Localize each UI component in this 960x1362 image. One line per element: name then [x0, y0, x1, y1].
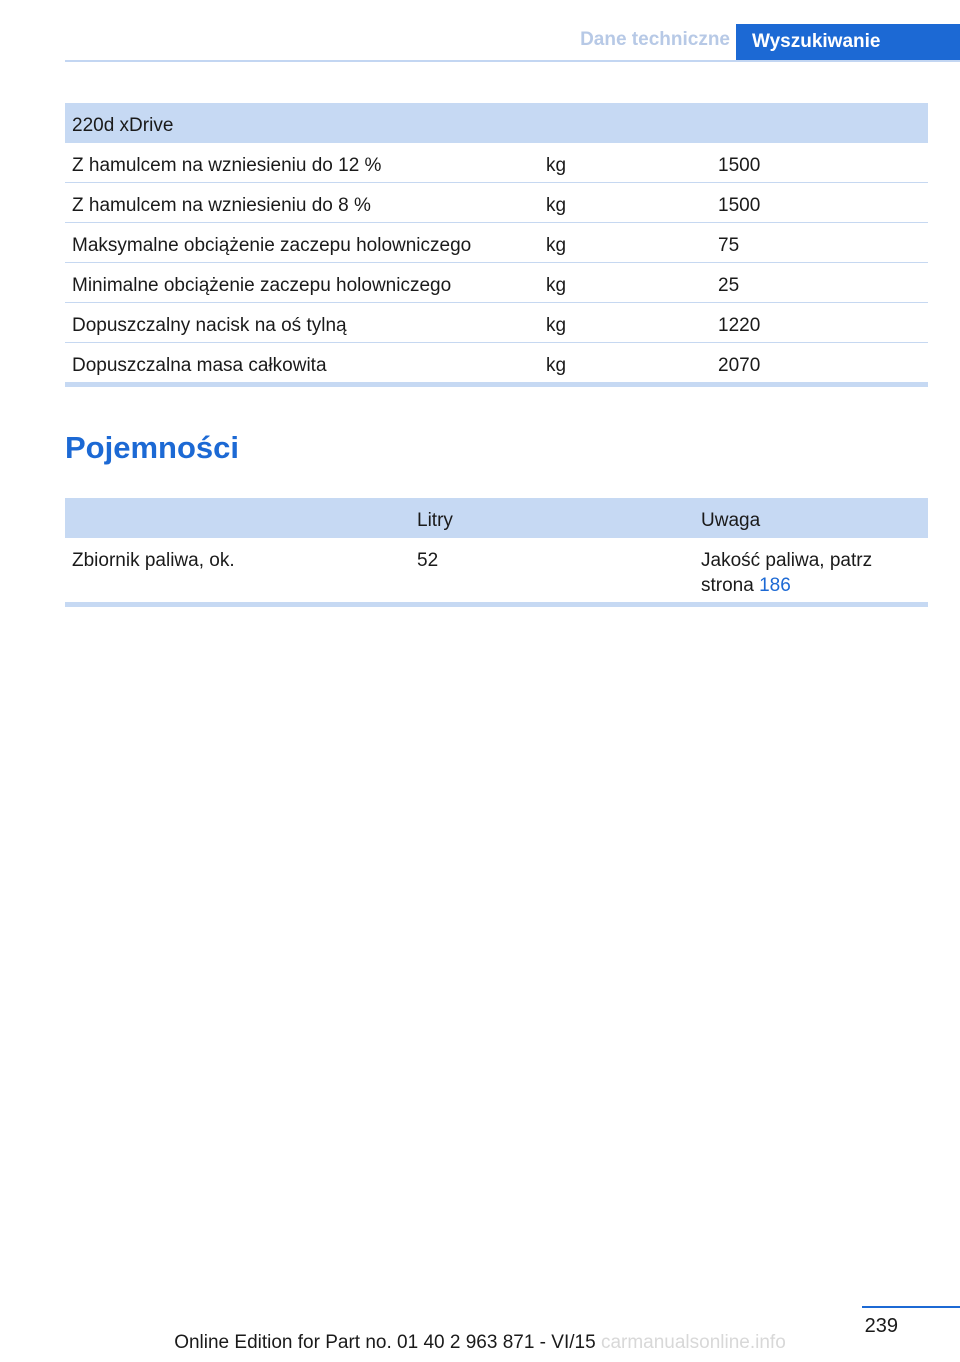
- note-text-line1: Jakość paliwa, patrz: [701, 550, 873, 571]
- table-row: [65, 223, 928, 263]
- header-divider: [65, 60, 960, 62]
- page-number-rule: [862, 1306, 960, 1308]
- table-header-row: [65, 498, 928, 538]
- row-value: 52: [417, 550, 439, 571]
- row-value: 25: [718, 275, 740, 296]
- table-end-rule: [65, 382, 928, 387]
- column-header-liters: Litry: [417, 510, 453, 531]
- row-label: Maksymalne obciążenie zaczepu holowniczego: [72, 235, 472, 256]
- table-row: [65, 143, 928, 183]
- row-unit: kg: [546, 275, 567, 296]
- row-value: 1220: [718, 315, 761, 336]
- row-unit: kg: [546, 355, 567, 376]
- capacities-table: [65, 498, 928, 607]
- note-text-line2: strona: [701, 575, 754, 596]
- section-title: Pojemności: [65, 430, 239, 465]
- table-title: 220d xDrive: [72, 115, 174, 136]
- row-unit: kg: [546, 235, 567, 256]
- row-value: 1500: [718, 155, 761, 176]
- row-label: Minimalne obciążenie zaczepu holowniczego: [72, 275, 452, 296]
- table-end-rule: [65, 602, 928, 607]
- table-row: [65, 303, 928, 343]
- row-label: Z hamulcem na wzniesieniu do 12 %: [72, 155, 382, 176]
- row-value: 75: [718, 235, 740, 256]
- footer-edition-text: [0, 1332, 960, 1354]
- row-unit: kg: [546, 195, 567, 216]
- row-label: Zbiornik paliwa, ok.: [72, 550, 235, 571]
- row-unit: kg: [546, 315, 567, 336]
- table-row: [65, 263, 928, 303]
- watermark-text: carmanualsonline.info: [600, 1332, 786, 1353]
- table-row: [65, 538, 928, 602]
- row-value: 1500: [718, 195, 761, 216]
- edition-text: Online Edition for Part no. 01 40 2 963 871 - VI/15: [174, 1332, 596, 1353]
- row-value: 2070: [718, 355, 761, 376]
- table-header-row: [65, 103, 928, 143]
- page-number: 239: [864, 1315, 898, 1337]
- row-unit: kg: [546, 155, 567, 176]
- table-row: [65, 183, 928, 223]
- header-section-title: Dane techniczne: [580, 29, 730, 50]
- table-row: [65, 343, 928, 382]
- column-header-note: Uwaga: [701, 510, 761, 531]
- row-label: Z hamulcem na wzniesieniu do 8 %: [72, 195, 371, 216]
- row-note: [701, 548, 872, 598]
- row-label: Dopuszczalna masa całkowita: [72, 355, 327, 376]
- header-search-tab[interactable]: Wyszukiwanie: [736, 24, 960, 61]
- row-label: Dopuszczalny nacisk na oś tylną: [72, 315, 347, 336]
- page-reference-link[interactable]: 186: [759, 575, 791, 596]
- specs-table: [65, 103, 928, 387]
